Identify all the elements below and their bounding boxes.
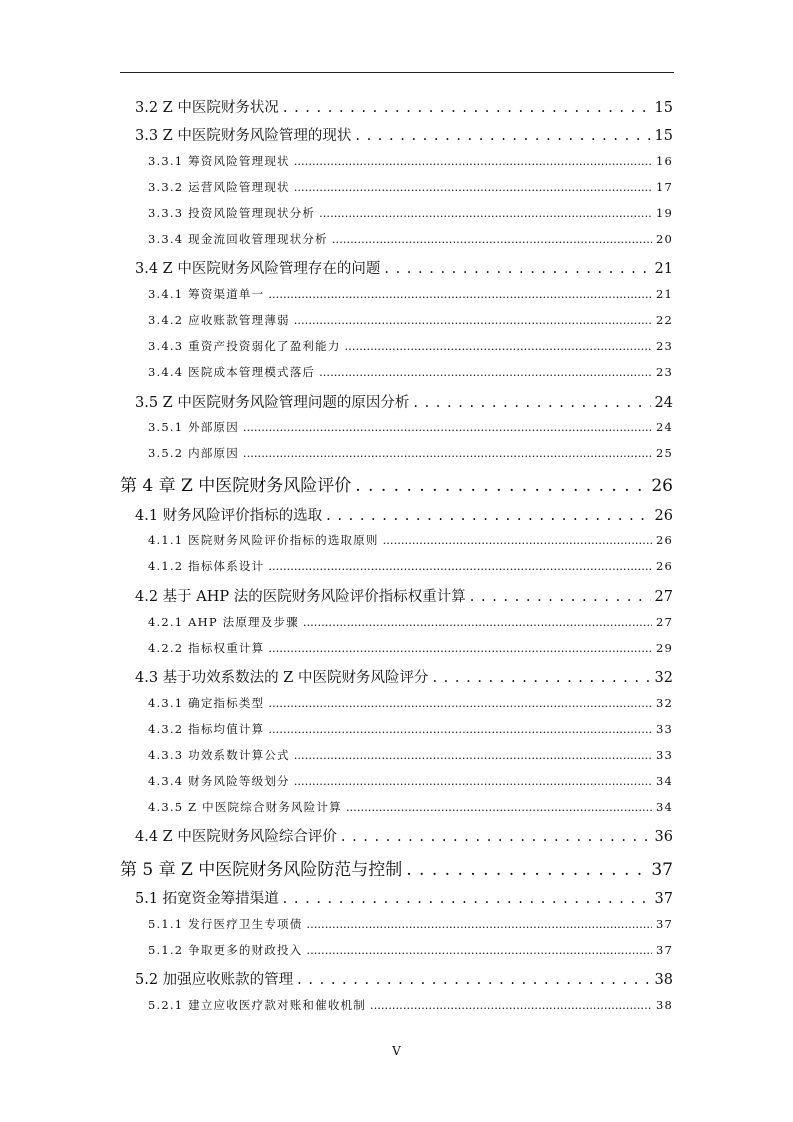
toc-entry-label: 3.3.4 现金流回收管理现状分析 [148, 232, 328, 246]
toc-entry[interactable] [148, 231, 673, 247]
toc-page-number: 27 [655, 615, 673, 629]
toc-entry[interactable] [148, 942, 673, 958]
toc-page-number: 33 [655, 722, 673, 736]
toc-page-number: 23 [655, 339, 673, 353]
toc-entry-label: 5.2.1 建立应收医疗款对账和催收机制 [148, 998, 366, 1012]
toc-page-number: 19 [655, 206, 673, 220]
toc-entry[interactable] [148, 997, 673, 1013]
toc-page-number: 16 [655, 154, 673, 168]
toc-entry[interactable] [148, 445, 673, 461]
toc-entry[interactable] [148, 721, 673, 737]
toc-page-number: 37 [655, 917, 673, 931]
toc-entry[interactable] [148, 286, 673, 302]
toc-leader-dots [326, 508, 650, 524]
toc-page-number: 26 [654, 508, 673, 524]
toc-entry-label: 4.1.2 指标体系设计 [148, 559, 265, 573]
toc-entry-label: 4.1 财务风险评价指标的选取 [135, 508, 323, 524]
toc-entry-label: 3.4.1 筹资渠道单一 [148, 287, 265, 301]
toc-entry-label: 4.3.5 Z 中医院综合财务风险计算 [148, 800, 342, 814]
toc-leader-dots [319, 206, 652, 220]
toc-entry-label: 3.4 Z 中医院财务风险管理存在的问题 [135, 261, 381, 277]
toc-leader-dots [355, 476, 647, 496]
toc-page-number: 37 [654, 891, 673, 907]
toc-entry[interactable] [148, 695, 673, 711]
toc-leader-dots [370, 998, 652, 1012]
toc-page-number: 22 [655, 313, 673, 327]
toc-entry-label: 3.5.1 外部原因 [148, 420, 239, 434]
toc-leader-dots [268, 641, 652, 655]
toc-page-number: 26 [655, 559, 673, 573]
toc-leader-dots [243, 446, 652, 460]
toc-leader-dots [294, 748, 652, 762]
toc-leader-dots [268, 722, 652, 736]
toc-leader-dots [306, 917, 652, 931]
toc-entry-label: 4.2.1 AHP 法原理及步骤 [148, 615, 299, 629]
toc-leader-dots [346, 800, 652, 814]
toc-leader-dots [297, 972, 650, 988]
toc-entry[interactable] [135, 96, 673, 117]
toc-page-number: 36 [654, 829, 673, 845]
toc-entry-label: 4.4 Z 中医院财务风险综合评价 [135, 829, 337, 845]
toc-page-number: 34 [655, 774, 673, 788]
toc-entry[interactable] [135, 968, 673, 989]
toc-entry-label: 4.2.2 指标权重计算 [148, 641, 265, 655]
toc-page-number: 15 [654, 100, 673, 116]
toc-page-number: 32 [655, 696, 673, 710]
toc-leader-dots [383, 533, 652, 547]
toc-entry-label: 第 5 章 Z 中医院财务风险防范与控制 [120, 860, 403, 880]
toc-entry[interactable] [148, 747, 673, 763]
toc-entry[interactable] [120, 855, 673, 880]
toc-leader-dots [268, 287, 652, 301]
toc-entry[interactable] [135, 585, 673, 606]
toc-page-number: 21 [654, 261, 673, 277]
toc-page-number: 24 [655, 420, 673, 434]
toc-entry-label: 4.3.3 功效系数计算公式 [148, 748, 290, 762]
toc-page-number: 24 [654, 395, 673, 411]
toc-entry-label: 4.3.2 指标均值计算 [148, 722, 265, 736]
toc-leader-dots [319, 365, 652, 379]
page-number-footer: V [392, 1044, 401, 1058]
toc-page-number: 27 [654, 589, 673, 605]
toc-leader-dots [283, 100, 651, 116]
toc-leader-dots [294, 154, 652, 168]
toc-leader-dots [294, 180, 652, 194]
toc-entry-label: 3.4.2 应收账款管理薄弱 [148, 313, 290, 327]
toc-page-number: 21 [655, 287, 673, 301]
toc-entry[interactable] [135, 124, 673, 145]
toc-page-number: 37 [651, 860, 673, 880]
toc-page-number: 37 [655, 943, 673, 957]
toc-entry[interactable] [148, 799, 673, 815]
toc-page-number: 23 [655, 365, 673, 379]
toc-page-number: 26 [655, 533, 673, 547]
toc-page-number: 32 [654, 670, 673, 686]
toc-leader-dots [432, 670, 650, 686]
toc-entry[interactable] [120, 471, 673, 496]
toc-leader-dots [268, 696, 652, 710]
toc-entry-label: 5.1.2 争取更多的财政投入 [148, 943, 303, 957]
toc-entry-label: 5.2 加强应收账款的管理 [135, 972, 294, 988]
toc-entry[interactable] [148, 153, 673, 169]
toc-entry[interactable] [148, 640, 673, 656]
toc-leader-dots [384, 261, 650, 277]
toc-entry-label: 3.3.1 筹资风险管理现状 [148, 154, 290, 168]
toc-page-number: 38 [655, 998, 673, 1012]
toc-entry-label: 3.2 Z 中医院财务状况 [135, 100, 279, 116]
toc-entry-label: 4.3.4 财务风险等级划分 [148, 774, 290, 788]
toc-leader-dots [268, 559, 652, 573]
toc-entry-label: 3.3.2 运营风险管理现状 [148, 180, 290, 194]
toc-leader-dots [294, 313, 652, 327]
toc-leader-dots [332, 232, 652, 246]
toc-entry[interactable] [148, 338, 673, 354]
toc-entry[interactable] [135, 666, 673, 687]
toc-entry[interactable] [148, 312, 673, 328]
toc-entry[interactable] [148, 773, 673, 789]
toc-entry[interactable] [148, 558, 673, 574]
toc-leader-dots [341, 829, 651, 845]
toc-leader-dots [243, 420, 652, 434]
toc-leader-dots [294, 774, 652, 788]
toc-entry[interactable] [135, 887, 673, 908]
toc-leader-dots [303, 615, 652, 629]
toc-leader-dots [413, 395, 650, 411]
toc-entry-label: 4.1.1 医院财务风险评价指标的选取原则 [148, 533, 379, 547]
toc-entry[interactable] [148, 916, 673, 932]
toc-page-number: 15 [654, 128, 673, 144]
toc-entry-label: 3.3.3 投资风险管理现状分析 [148, 206, 316, 220]
toc-leader-dots [355, 128, 650, 144]
toc-entry-label: 第 4 章 Z 中医院财务风险评价 [120, 476, 352, 496]
toc-entry-label: 4.3 基于功效系数法的 Z 中医院财务风险评分 [135, 670, 429, 686]
toc-leader-dots [283, 891, 651, 907]
toc-entry-label: 3.4.4 医院成本管理模式落后 [148, 365, 316, 379]
toc-entry-label: 3.4.3 重资产投资弱化了盈利能力 [148, 339, 341, 353]
toc-leader-dots [345, 339, 652, 353]
toc-entry[interactable] [148, 532, 673, 548]
toc-entry-label: 4.2 基于 AHP 法的医院财务风险评价指标权重计算 [135, 589, 466, 605]
toc-entry[interactable] [148, 205, 673, 221]
toc-entry-label: 3.5 Z 中医院财务风险管理问题的原因分析 [135, 395, 410, 411]
toc-entry[interactable] [148, 614, 673, 630]
toc-entry-label: 5.1 拓宽资金筹措渠道 [135, 891, 279, 907]
toc-page-number: 33 [655, 748, 673, 762]
toc-leader-dots [306, 943, 652, 957]
toc-page-number: 38 [654, 972, 673, 988]
toc-page-number: 29 [655, 641, 673, 655]
toc-entry[interactable] [148, 179, 673, 195]
toc-entry-label: 5.1.1 发行医疗卫生专项债 [148, 917, 303, 931]
toc-entry[interactable] [135, 391, 673, 412]
toc-entry-label: 3.3 Z 中医院财务风险管理的现状 [135, 128, 352, 144]
toc-leader-dots [470, 589, 651, 605]
toc-entry[interactable] [135, 825, 673, 846]
toc-page-number: 17 [655, 180, 673, 194]
toc-entry-label: 4.3.1 确定指标类型 [148, 696, 265, 710]
toc-entry-label: 3.5.2 内部原因 [148, 446, 239, 460]
toc-page-number: 20 [655, 232, 673, 246]
toc-entry[interactable] [148, 364, 673, 380]
toc-leader-dots [406, 860, 647, 880]
toc-page-number: 34 [655, 800, 673, 814]
toc-entry[interactable] [148, 419, 673, 435]
toc-entry[interactable] [135, 504, 673, 525]
toc-entry[interactable] [135, 257, 673, 278]
toc-page-number: 26 [651, 476, 673, 496]
toc-page-number: 25 [655, 446, 673, 460]
